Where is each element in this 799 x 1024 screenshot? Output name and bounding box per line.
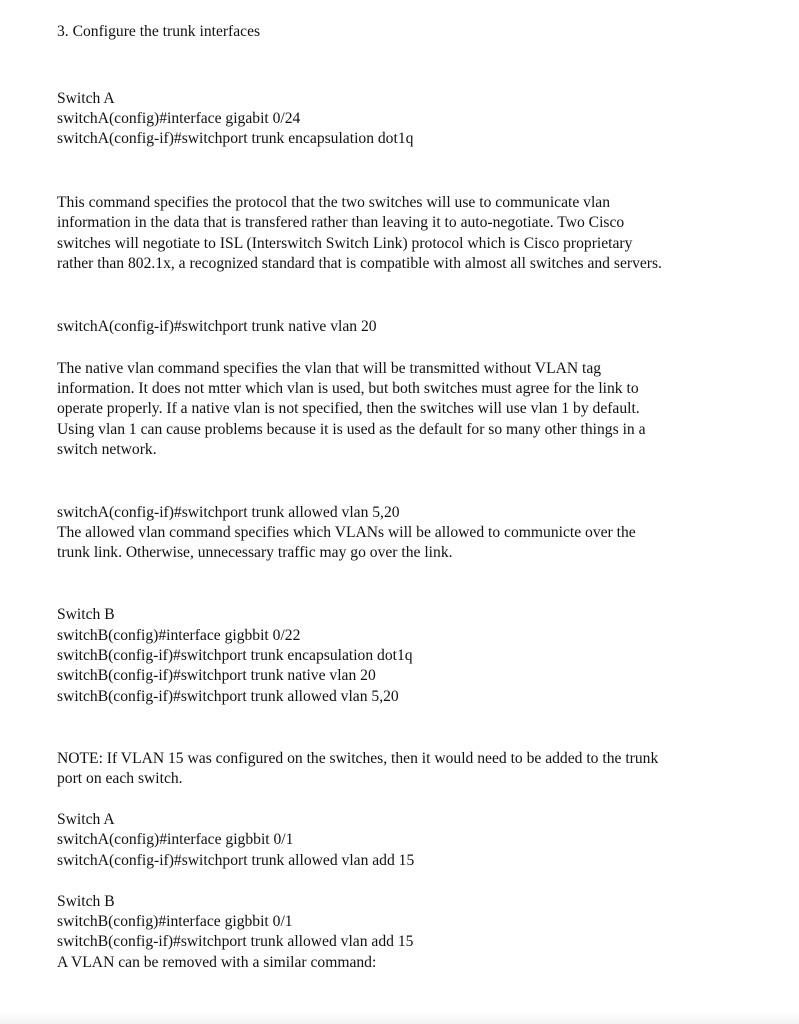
note-line: port on each switch. xyxy=(57,770,183,787)
paragraph-line: information in the data that is transfered rather than leaving it to auto-negotiate. Two Cisco xyxy=(57,214,625,231)
paragraph-line: The native vlan command specifies the vlan that will be transmitted without VLAN tag xyxy=(57,360,602,377)
command-line: switchA(config-if)#switchport trunk encapsulation dot1q xyxy=(57,130,414,147)
paragraph-line: switch network. xyxy=(57,441,157,458)
paragraph-line: The allowed vlan command specifies which VLANs will be allowed to communicte over the xyxy=(57,524,636,541)
command-line: switchB(config-if)#switchport trunk native vlan 20 xyxy=(57,667,376,684)
switch-a-heading: Switch A xyxy=(57,811,115,828)
switch-b-heading: Switch B xyxy=(57,893,115,910)
section-title: 3. Configure the trunk interfaces xyxy=(57,23,261,40)
command-line: switchB(config)#interface gigbbit 0/22 xyxy=(57,627,301,644)
switch-b-heading: Switch B xyxy=(57,606,115,623)
paragraph-line: switches will negotiate to ISL (Interswitch Switch Link) protocol which is Cisco proprietary xyxy=(57,235,633,252)
paragraph-line: operate properly. If a native vlan is not specified, then the switches will use vlan 1 by default. xyxy=(57,400,640,417)
closing-line: A VLAN can be removed with a similar command: xyxy=(57,954,377,971)
page-bottom-edge xyxy=(0,1012,799,1024)
paragraph-line: information. It does not mtter which vlan is used, but both switches must agree for the link to xyxy=(57,380,639,397)
command-line: switchA(config-if)#switchport trunk native vlan 20 xyxy=(57,318,377,335)
switch-a-heading: Switch A xyxy=(57,90,115,107)
command-line: switchB(config-if)#switchport trunk encapsulation dot1q xyxy=(57,647,413,664)
command-line: switchA(config)#interface gigabit 0/24 xyxy=(57,110,301,127)
note-line: NOTE: If VLAN 15 was configured on the switches, then it would need to be added to the trunk xyxy=(57,750,659,767)
paragraph-line: trunk link. Otherwise, unnecessary traffic may go over the link. xyxy=(57,544,453,561)
paragraph-line: This command specifies the protocol that the two switches will use to communicate vlan xyxy=(57,194,611,211)
command-line: switchB(config-if)#switchport trunk allowed vlan add 15 xyxy=(57,933,414,950)
command-line: switchA(config-if)#switchport trunk allowed vlan add 15 xyxy=(57,852,415,869)
command-line: switchB(config-if)#switchport trunk allowed vlan 5,20 xyxy=(57,688,399,705)
command-line: switchB(config)#interface gigbbit 0/1 xyxy=(57,913,293,930)
paragraph-line: Using vlan 1 can cause problems because it is used as the default for so many other things in a xyxy=(57,421,646,438)
command-line: switchA(config)#interface gigbbit 0/1 xyxy=(57,831,294,848)
command-line: switchA(config-if)#switchport trunk allowed vlan 5,20 xyxy=(57,504,400,521)
paragraph-line: rather than 802.1x, a recognized standard that is compatible with almost all switches and servers. xyxy=(57,255,662,272)
